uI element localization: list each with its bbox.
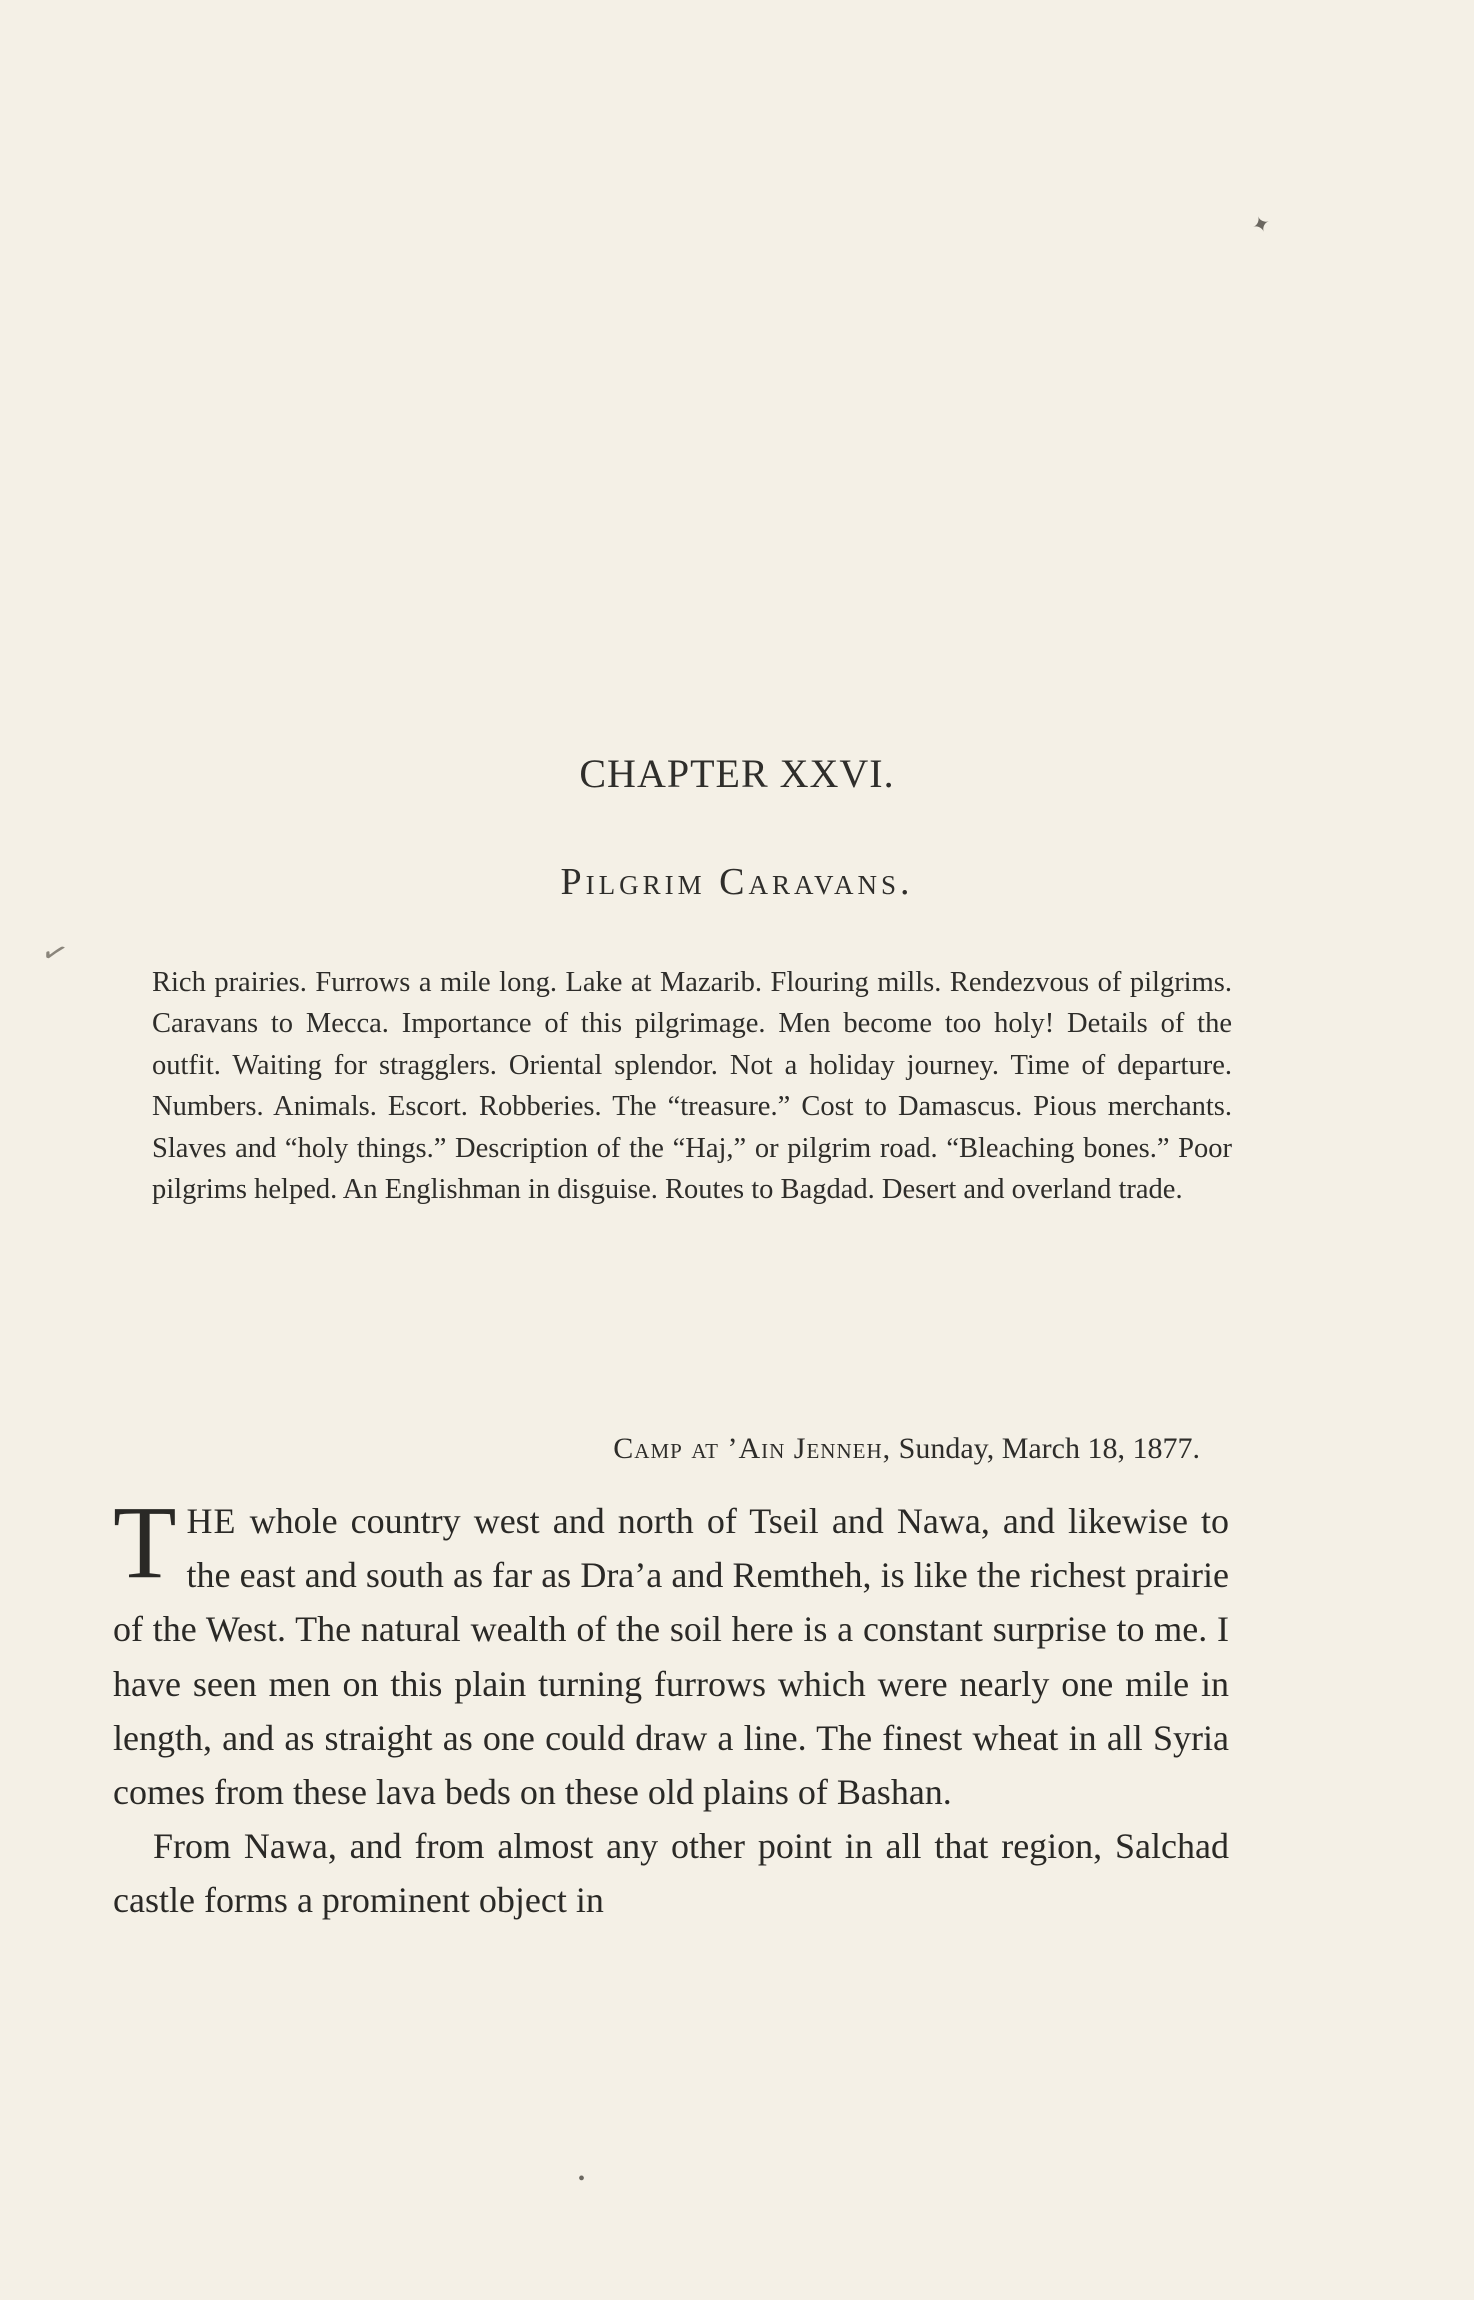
stray-mark-bottom: •	[578, 2168, 586, 2190]
dateline-date: Sunday, March 18, 1877.	[891, 1432, 1200, 1465]
dateline-place: Camp at ’Ain Jenneh,	[613, 1432, 892, 1465]
paragraph-1	[113, 1485, 1229, 1819]
dateline	[380, 1432, 1200, 1466]
chapter-heading: CHAPTER XXVI.	[579, 751, 895, 796]
body-text	[113, 1485, 1229, 1928]
chapter-subtitle: Pilgrim Caravans.	[560, 861, 914, 903]
stray-mark-top: ✦	[1248, 209, 1274, 240]
paragraph-1-text: whole country west and north of Tseil and Nawa, and likewise to the east and south as far as Dra’a and Remtheh, is like the richest prairie of the West. The natural wealth of the soil here is a constant surprise to me. I have seen men on this plain turning furrows which were nearly one mile in length, and as straight as one could draw a line. The finest wheat in all Syria comes from these lava beds on these old plains of Bashan.	[113, 1501, 1229, 1813]
paragraph-2: From Nawa, and from almost any other point in all that region, Salchad castle forms a prominent object in	[113, 1826, 1229, 1921]
pencil-check-mark: ✓	[37, 933, 73, 974]
drop-cap: T	[113, 1485, 177, 1600]
first-word: HE	[186, 1501, 237, 1541]
chapter-summary: Rich prairies. Furrows a mile long. Lake at Mazarib. Flouring mills. Rendezvous of pilgrims. Caravans to Mecca. Importance of this pilgrimage. Men become too holy! Details of the outfit. Waiting for stragglers. Oriental splendor. Not a holiday journey. Time of departure. Numbers. Animals. Escort. Robberies. The “treasure.” Cost to Damascus. Pious merchants. Slaves and “holy things.” Description of the “Haj,” or pilgrim road. “Bleaching bones.” Poor pilgrims helped. An Englishman in disguise. Routes to Bagdad. Desert and overland trade.	[152, 967, 1232, 1206]
